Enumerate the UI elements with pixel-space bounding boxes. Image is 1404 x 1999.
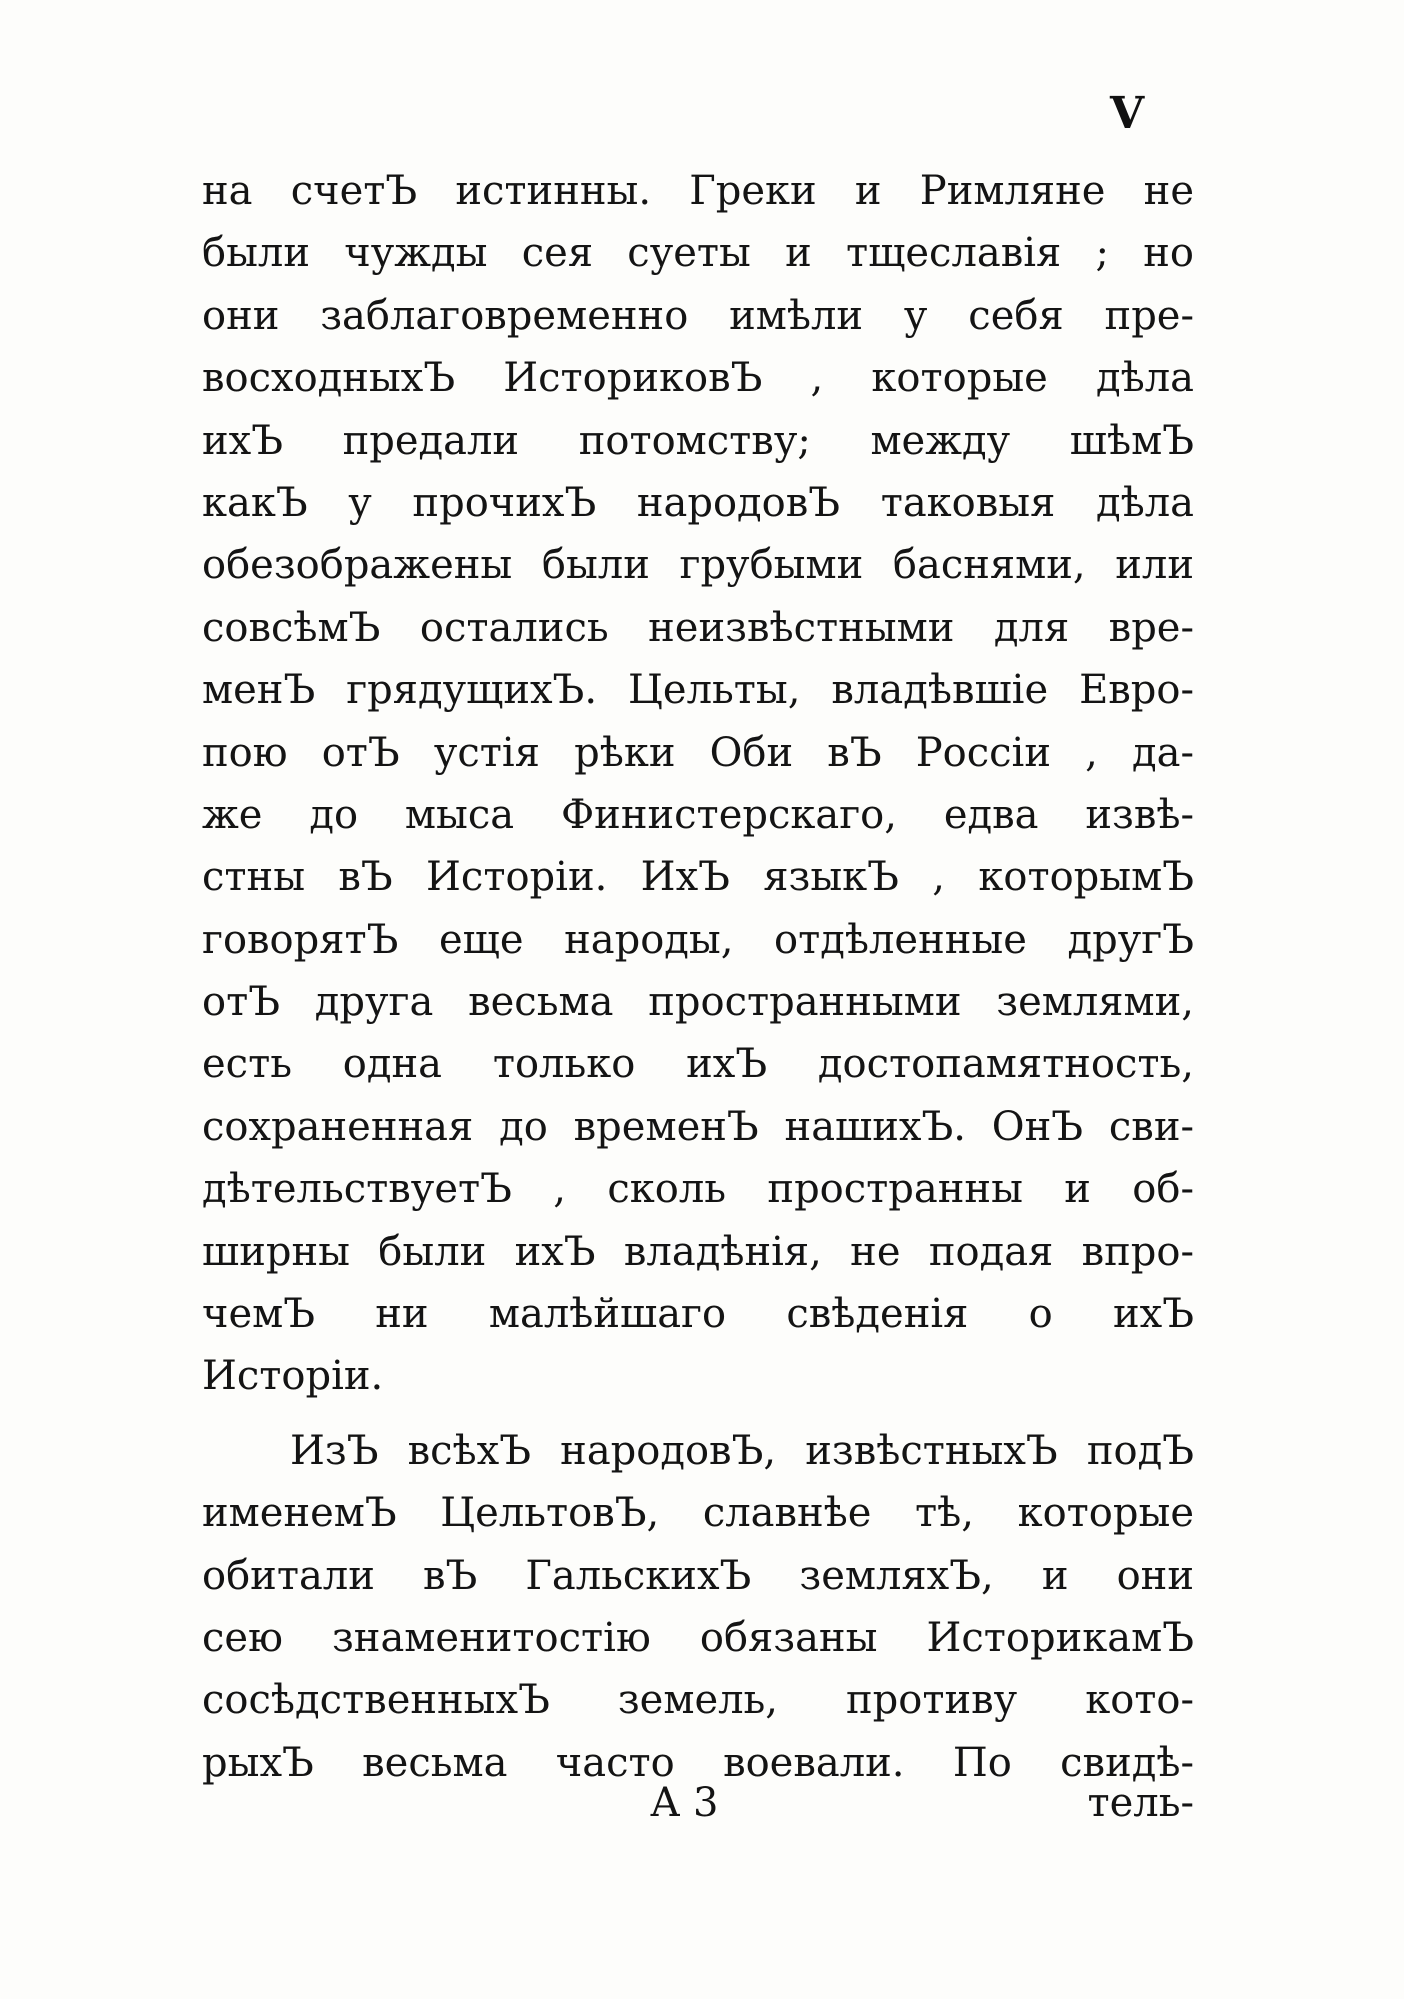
text-line: обезображены были грубыми баснями, или <box>202 542 1194 589</box>
text-line: ширны были ихЪ владѣнія, не подая впро- <box>202 1228 1194 1275</box>
text-line: они заблаговременно имѣли у себя пре- <box>202 292 1194 339</box>
paragraph <box>202 1420 1194 1794</box>
catchword: тель- <box>1087 1780 1194 1826</box>
text-line: были чужды сея суеты и тщеславія ; но <box>202 230 1194 277</box>
text-line: сохраненная до временЪ нашихЪ. ОнЪ сви- <box>202 1103 1194 1150</box>
page-footer <box>202 1780 1194 1840</box>
text-line: сею знаменитостію обязаны ИсторикамЪ <box>202 1614 1194 1661</box>
text-line: именемЪ ЦельтовЪ, славнѣе тѣ, которые <box>202 1490 1194 1537</box>
text-line: рыхЪ весьма часто воевали. По свидѣ- <box>202 1739 1194 1786</box>
text-line: чемЪ ни малѣйшаго свѣденія о ихЪ <box>202 1291 1194 1338</box>
text-line: пою отЪ устія рѣки Оби вЪ Россіи , да- <box>202 729 1194 776</box>
text-line: дѣтельствуетЪ , сколь пространны и об- <box>202 1166 1194 1213</box>
text-line: есть одна только ихЪ достопамятность, <box>202 1041 1194 1088</box>
body-text <box>202 160 1194 1794</box>
text-line: стны вЪ Исторіи. ИхЪ языкЪ , которымЪ <box>202 854 1194 901</box>
paragraph <box>202 160 1194 1408</box>
signature-mark: А 3 <box>650 1780 719 1826</box>
text-line: говорятЪ еще народы, отдѣленные другЪ <box>202 916 1194 963</box>
text-line: ИзЪ всѣхЪ народовЪ, извѣстныхЪ подЪ <box>290 1427 1194 1474</box>
paragraph-gap <box>202 1408 1194 1420</box>
text-line: восходныхЪ ИсториковЪ , которые дѣла <box>202 355 1194 402</box>
text-line: совсѣмЪ остались неизвѣстными для вре- <box>202 604 1194 651</box>
text-line: же до мыса Финистерскаго, едва извѣ- <box>202 791 1194 838</box>
text-line: ихЪ предали потомству; между шѣмЪ <box>202 417 1194 464</box>
text-line: какЪ у прочихЪ народовЪ таковыя дѣла <box>202 479 1194 526</box>
text-line: отЪ друга весьма пространными землями, <box>202 979 1194 1026</box>
text-line: менЪ грядущихЪ. Цельты, владѣвшіе Евро- <box>202 667 1194 714</box>
text-line: Исторіи. <box>202 1353 384 1400</box>
text-line: на счетЪ истинны. Греки и Римляне не <box>202 168 1194 214</box>
text-line: сосѣдственныхЪ земель, противу кото- <box>202 1677 1194 1724</box>
text-line: обитали вЪ ГальскихЪ земляхЪ, и они <box>202 1552 1194 1599</box>
page-number: V <box>1110 88 1145 139</box>
